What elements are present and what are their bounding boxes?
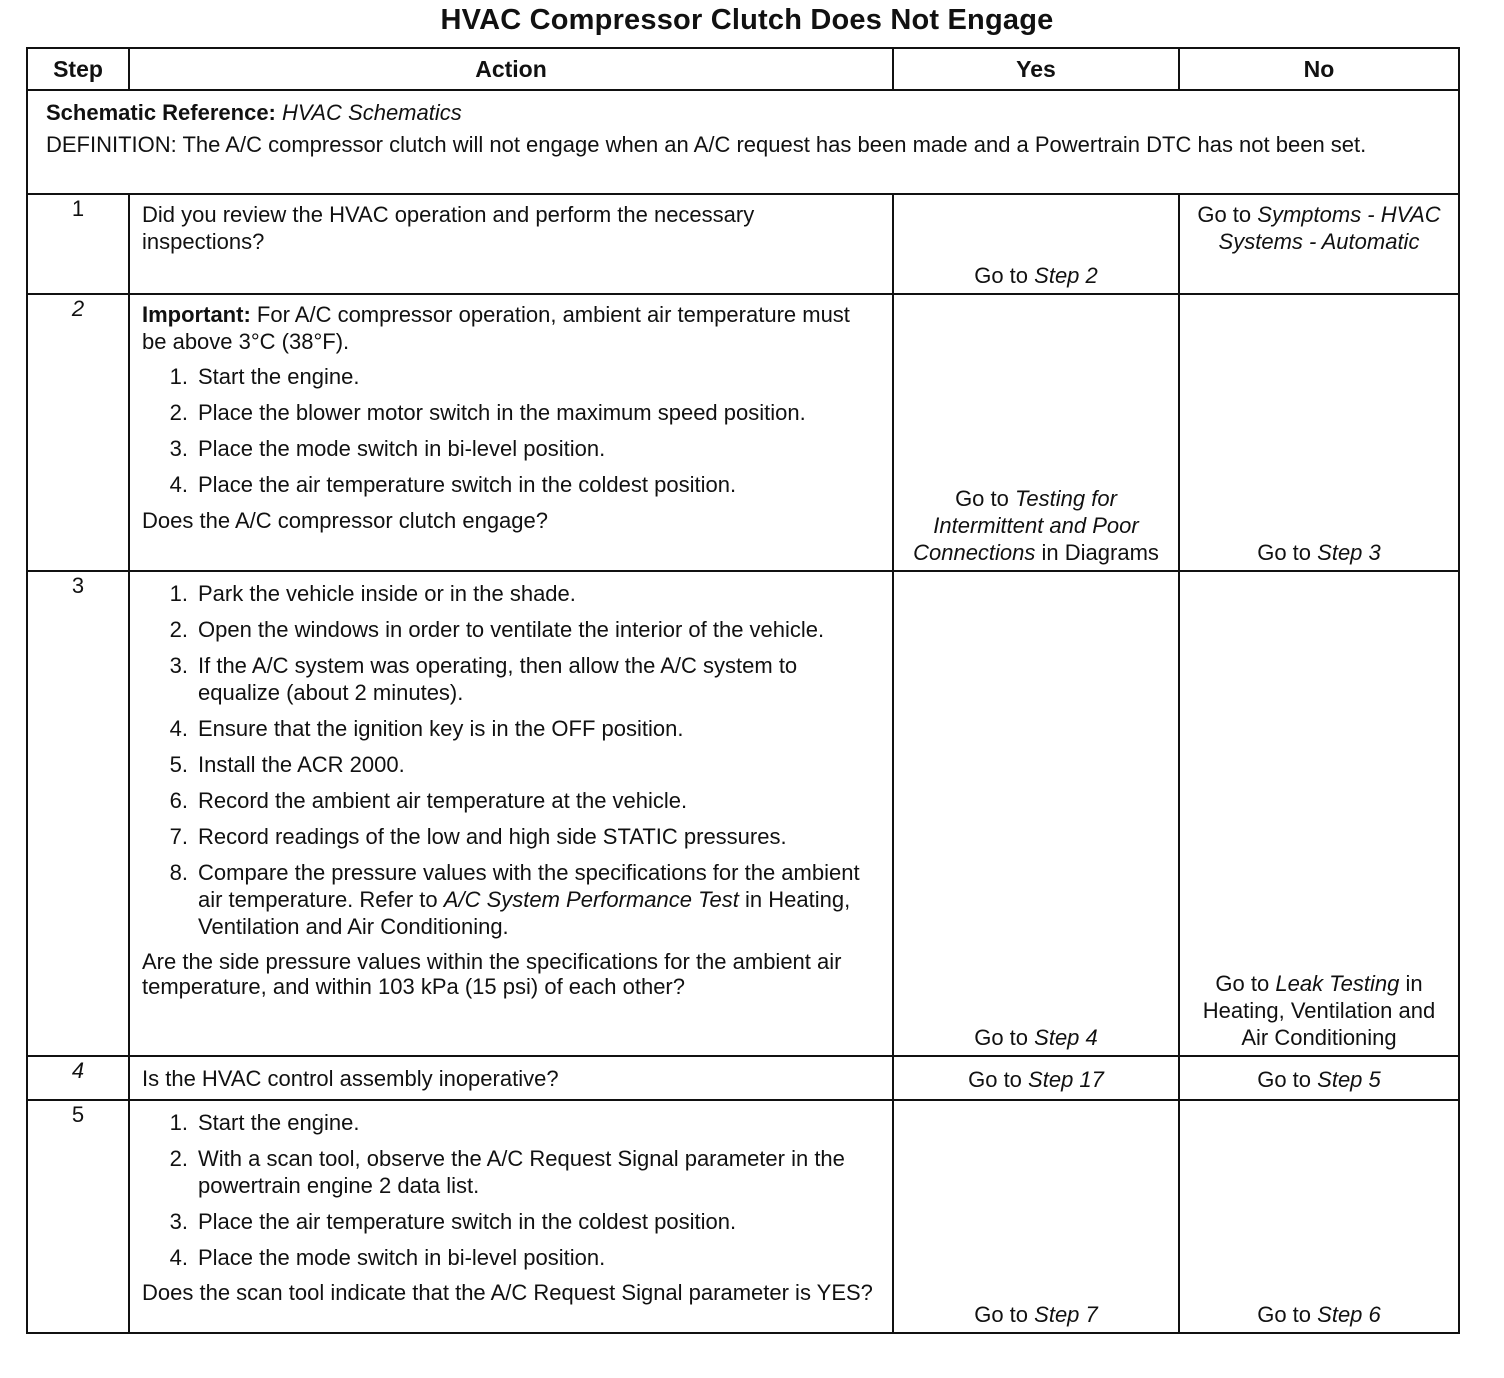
no-prefix: Go to xyxy=(1257,1066,1312,1092)
yes-link[interactable]: Step 2 xyxy=(1034,263,1098,288)
no-prefix: Go to xyxy=(1215,971,1270,996)
yes-cell xyxy=(893,294,1179,571)
schematic-label: Schematic Reference: xyxy=(46,100,276,125)
list-item: 3. If the A/C system was operating, then allow the A/C system to equalize (about 2 minutes). xyxy=(169,653,798,705)
definition-text: DEFINITION: The A/C compressor clutch will not engage when an A/C request has been made and a Powertrain DTC has not been set. xyxy=(46,132,1367,157)
yes-link[interactable]: Step 4 xyxy=(1034,1025,1098,1050)
list-item: 7. Record readings of the low and high side STATIC pressures. xyxy=(169,824,787,849)
step-number: 3 xyxy=(27,571,129,1056)
performance-test-link[interactable]: A/C System Performance Test xyxy=(443,887,739,912)
page-title: HVAC Compressor Clutch Does Not Engage xyxy=(440,4,1054,36)
list-item: 1. Start the engine. xyxy=(169,364,360,389)
list-item: 4. Place the mode switch in bi-level position. xyxy=(169,1245,606,1270)
no-prefix: Go to xyxy=(1257,540,1312,565)
step-number: 2 xyxy=(27,294,129,571)
list-item: 1. Park the vehicle inside or in the shade. xyxy=(169,581,576,606)
yes-link[interactable]: Testing for Intermittent and Poor Connections xyxy=(913,486,1139,565)
question-text: Did you review the HVAC operation and perform the necessary inspections? xyxy=(142,202,755,254)
yes-prefix: Go to xyxy=(968,1066,1022,1092)
yes-link[interactable]: Step 7 xyxy=(1034,1302,1098,1327)
action-cell xyxy=(129,1100,893,1333)
no-cell xyxy=(1179,1100,1459,1333)
list-item: 4. Place the air temperature switch in the coldest position. xyxy=(169,472,737,497)
yes-prefix: Go to xyxy=(955,486,1009,511)
yes-prefix: Go to xyxy=(974,1025,1029,1050)
instruction-list xyxy=(142,580,880,940)
header-yes: Yes xyxy=(893,48,1179,90)
no-cell xyxy=(1179,194,1459,294)
action-cell xyxy=(129,1056,893,1100)
action-cell xyxy=(129,294,893,571)
yes-suffix: in Diagrams xyxy=(1041,540,1159,565)
table-row xyxy=(27,294,1459,571)
instruction-list xyxy=(142,363,880,498)
list-item: 4. Ensure that the ignition key is in the OFF position. xyxy=(169,716,684,741)
instruction-list xyxy=(142,1109,880,1271)
table-row xyxy=(27,1056,1459,1100)
no-prefix: Go to xyxy=(1197,202,1252,227)
question-text: Are the side pressure values within the specifications for the ambient air temperature, and within 103 kPa (15 psi) of each other? xyxy=(142,949,842,999)
header-row xyxy=(27,48,1459,90)
schematic-link[interactable]: HVAC Schematics xyxy=(282,100,462,125)
question-text: Does the scan tool indicate that the A/C Request Signal parameter is YES? xyxy=(142,1280,873,1305)
no-link[interactable]: Step 6 xyxy=(1317,1302,1381,1327)
no-cell xyxy=(1179,1056,1459,1100)
important-text: For A/C compressor operation, ambient air temperature must be above 3°C (38°F). xyxy=(142,302,850,354)
list-item: 3. Place the air temperature switch in the coldest position. xyxy=(169,1209,737,1234)
header-no: No xyxy=(1179,48,1459,90)
yes-prefix: Go to xyxy=(974,1302,1029,1327)
list-item: 5. Install the ACR 2000. xyxy=(169,752,405,777)
header-step: Step xyxy=(27,48,129,90)
yes-link[interactable]: Step 17 xyxy=(1028,1066,1104,1092)
no-link[interactable]: Step 5 xyxy=(1317,1066,1381,1092)
action-cell xyxy=(129,571,893,1056)
step-number: 4 xyxy=(27,1056,129,1100)
yes-cell xyxy=(893,571,1179,1056)
no-suffix: in Heating, Ventilation and Air Conditioning xyxy=(1202,971,1436,1050)
no-cell xyxy=(1179,294,1459,571)
no-link[interactable]: Symptoms - HVAC Systems - Automatic xyxy=(1218,202,1441,254)
yes-prefix: Go to xyxy=(974,263,1029,288)
step-number: 5 xyxy=(27,1100,129,1333)
list-item: 6. Record the ambient air temperature at the vehicle. xyxy=(169,788,688,813)
step-number: 1 xyxy=(27,194,129,294)
no-link[interactable]: Step 3 xyxy=(1317,540,1381,565)
list-item: 1. Start the engine. xyxy=(169,1110,360,1135)
yes-cell xyxy=(893,1100,1179,1333)
list-item: 2. Open the windows in order to ventilate the interior of the vehicle. xyxy=(169,617,825,642)
no-cell xyxy=(1179,571,1459,1056)
diagnostic-table xyxy=(26,47,1460,1334)
table-row xyxy=(27,571,1459,1056)
list-item: 8. Compare the pressure values with the specifications for the ambient air temperature. Refer to A/C System Performance Test in Heating, Ventilation and Air Conditioning. xyxy=(169,860,860,939)
schematic-reference xyxy=(46,99,1440,126)
question-text: Is the HVAC control assembly inoperative? xyxy=(142,1065,559,1091)
action-cell xyxy=(129,194,893,294)
question-text: Does the A/C compressor clutch engage? xyxy=(142,508,549,533)
list-item: 2. With a scan tool, observe the A/C Request Signal parameter in the powertrain engine 2 data list. xyxy=(169,1146,845,1198)
important-label: Important: xyxy=(142,302,251,327)
yes-cell xyxy=(893,194,1179,294)
important-note xyxy=(142,301,880,355)
list-item: 2. Place the blower motor switch in the maximum speed position. xyxy=(169,400,806,425)
table-row xyxy=(27,194,1459,294)
no-link[interactable]: Leak Testing xyxy=(1275,971,1400,996)
schematic-row xyxy=(27,90,1459,194)
list-item: 3. Place the mode switch in bi-level position. xyxy=(169,436,606,461)
no-prefix: Go to xyxy=(1257,1302,1312,1327)
header-action: Action xyxy=(129,48,893,90)
yes-cell xyxy=(893,1056,1179,1100)
table-row xyxy=(27,1100,1459,1333)
